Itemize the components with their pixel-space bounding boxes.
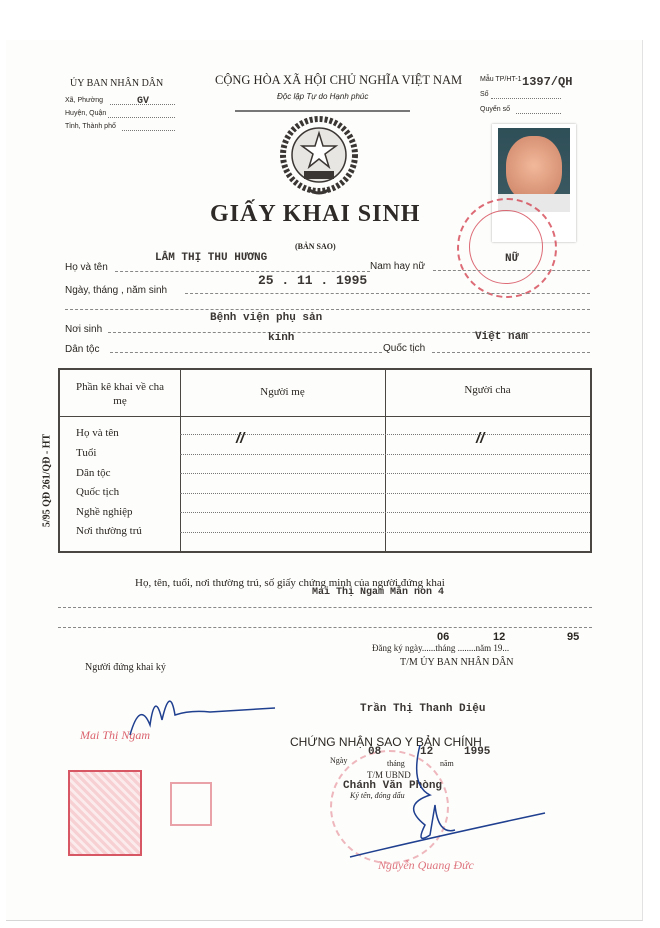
copy-label: (BẢN SAO) <box>295 242 336 251</box>
birthplace-value: Bệnh viện phụ sản <box>210 312 323 324</box>
ethnicity-value: kinh <box>268 332 295 344</box>
motto: Độc lập Tự do Hạnh phúc <box>277 92 369 101</box>
registration-month: 12 <box>493 631 506 643</box>
parents-table <box>58 368 592 553</box>
registration-day: 06 <box>437 631 450 643</box>
ward-value: GV <box>137 96 150 107</box>
table-row-label: Tuổi <box>76 447 97 459</box>
postage-stamp <box>68 770 142 856</box>
form-label: Mẫu TP/HT-1 <box>480 76 522 83</box>
table-header-parents: Phần kê khai về cha mẹ <box>76 381 164 407</box>
small-stamp <box>170 782 212 826</box>
cert-day: 08 <box>368 746 382 758</box>
cert-month: 12 <box>420 746 434 758</box>
table-row-label: Nơi thường trú <box>76 525 142 537</box>
name-value: LÂM THỊ THU HƯƠNG <box>155 252 268 264</box>
cert-authority: T/M UBND <box>367 770 411 780</box>
registration-text: Đăng ký ngày......tháng ........năm 19... <box>372 643 510 653</box>
registration-year: 95 <box>567 631 580 643</box>
table-row-label: Quốc tịch <box>76 486 120 498</box>
country-name: CỘNG HÒA XÃ HỘI CHỦ NGHĨA VIỆT NAM <box>215 73 463 87</box>
table-header-mother: Người mẹ <box>260 386 305 398</box>
number-label: Số <box>480 91 489 98</box>
mother-mark: // <box>236 430 245 447</box>
table-row-label: Dân tộc <box>76 467 111 479</box>
registration-authority: T/M ỦY BAN NHÂN DÂN <box>400 657 514 668</box>
certifier-signature-icon <box>330 745 550 865</box>
sex-value: NỮ <box>505 253 519 265</box>
birthplace-label: Nơi sinh <box>65 324 103 335</box>
declarant-label: Họ, tên, tuổi, nơi thường trú, số giấy chứng minh của người đứng khai <box>135 577 445 589</box>
registrar-name: Trần Thị Thanh Diệu <box>360 703 486 715</box>
province-label: Tỉnh, Thành phố <box>65 123 116 130</box>
side-form-code: 5/95 QĐ 261/QĐ - HT <box>41 433 53 528</box>
certifier-signature-name: Nguyễn Quang Đức <box>378 858 474 872</box>
dob-value: 25 . 11 . 1995 <box>258 273 368 288</box>
dob-label: Ngày, tháng , năm sinh <box>65 285 168 296</box>
national-emblem-icon <box>278 115 360 199</box>
declarant-signature-name: Mai Thị Ngam <box>80 728 151 742</box>
nationality-value: Việt nam <box>475 331 528 343</box>
ethnicity-label: Dân tộc <box>65 344 100 355</box>
cert-sign-note: Ký tên, đóng dấu <box>350 791 405 800</box>
name-label: Họ và tên <box>65 262 108 273</box>
book-label: Quyển số <box>480 106 510 113</box>
father-mark: // <box>476 430 485 447</box>
certification-title: CHỨNG NHẬN SAO Y BẢN CHÍNH <box>290 735 482 749</box>
cert-office: Chánh Văn Phòng <box>343 780 443 792</box>
nationality-label: Quốc tịch <box>383 343 426 354</box>
number-value: 1397/QH <box>522 75 573 89</box>
header-rule <box>235 110 410 112</box>
cert-year-label: năm <box>440 759 454 768</box>
ward-label: Xã, Phường <box>65 97 104 104</box>
declarant-value: Mai Thị Ngam Mẫn non 4 <box>312 587 445 598</box>
sex-label: Nam hay nữ <box>370 261 426 272</box>
table-row-label: Họ và tên <box>76 427 119 439</box>
table-row-label: Nghề nghiệp <box>76 506 133 518</box>
official-seal-stamp <box>457 198 557 298</box>
committee-label: ỦY BAN NHÂN DÂN <box>70 78 164 89</box>
document-title: GIẤY KHAI SINH <box>210 201 421 227</box>
cert-day-label: Ngày <box>330 756 348 765</box>
district-label: Huyện, Quận <box>65 110 107 117</box>
table-header-father: Người cha <box>464 384 511 396</box>
cert-year: 1995 <box>464 746 491 758</box>
declarant-sign-label: Người đứng khai ký <box>85 662 166 673</box>
cert-month-label: tháng <box>387 759 405 768</box>
